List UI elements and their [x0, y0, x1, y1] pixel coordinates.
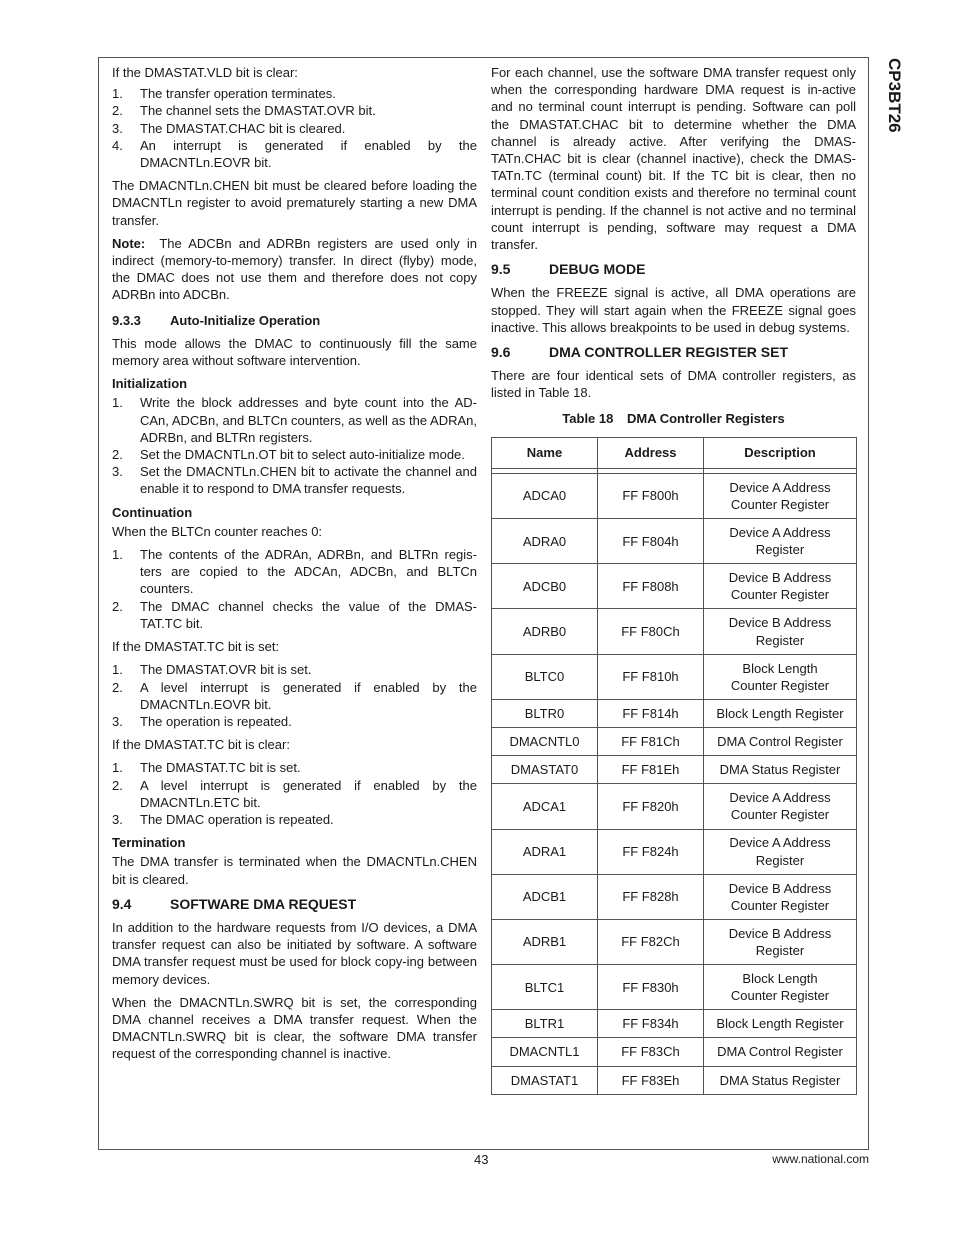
list-item-number: 2. [112, 598, 123, 614]
cell-address: FF F820h [598, 784, 704, 829]
list-item-text: Set the DMACNTLn.CHEN bit to activate the channel and enable it to respond to DMA transfer requests. [140, 464, 477, 497]
cell-name: DMACNTL0 [492, 727, 598, 755]
cell-name: BLTR0 [492, 699, 598, 727]
section-title: DEBUG MODE [549, 261, 646, 278]
termination-heading: Termination [112, 835, 186, 851]
table-body [492, 473, 857, 1094]
table-row [492, 919, 857, 964]
tc-clear-list [112, 759, 477, 828]
footer-url: www.national.com [772, 1152, 869, 1166]
cell-description: Device A Address Register [704, 519, 857, 564]
list-item-text: A level interrupt is generated if enabled by the DMACNTLn.EOVR bit. [140, 679, 477, 712]
table-row [492, 654, 857, 699]
list-item-text: An interrupt is generated if enabled by the DMACNTLn.EOVR bit. [140, 137, 477, 171]
cell-description: Block Length Counter Register [704, 654, 857, 699]
debug-mode-paragraph: When the FREEZE signal is active, all DMA operations are stopped. They will start again when the FREEZE signal goes inactive. This allows breakpoints to be used in debug systems. [491, 285, 856, 335]
cell-address: FF F810h [598, 654, 704, 699]
cell-name: ADRB0 [492, 609, 598, 654]
cell-description: DMA Control Register [704, 727, 857, 755]
cell-name: ADCB1 [492, 874, 598, 919]
list-item [112, 102, 477, 119]
list-item [112, 759, 477, 776]
list-item-text: The DMAC channel checks the value of the DMAS-TAT.TC bit. [140, 598, 477, 631]
cell-description: Device B Address Counter Register [704, 874, 857, 919]
list-item [112, 85, 477, 102]
table-row [492, 1010, 857, 1038]
table-row [492, 756, 857, 784]
tc-clear-intro: If the DMASTAT.TC bit is clear: [112, 737, 290, 753]
table-row [492, 829, 857, 874]
cell-name: BLTC1 [492, 965, 598, 1010]
software-request-paragraph: For each channel, use the software DMA transfer request only when the corresponding hardware DMA request is in-active and no terminal count interrupt is pending. Software can poll the DMASTAT.CHAC bit to determine whether the DMA channel is already active. After verifying the DMAS-TATn.CHAC bit is clear (channel inactive), check the DMAS-TATn.TC (terminal count) bit. If the TC bit is clear, then no terminal count condition exists and therefore no terminal count interrupt is pending. If the channel is not active and no terminal count interrupt is pending, software may request a DMA transfer. [491, 65, 856, 253]
list-item-number: 3. [112, 120, 123, 136]
cell-description: DMA Control Register [704, 1038, 857, 1066]
cell-description: DMA Status Register [704, 756, 857, 784]
list-item-number: 1. [112, 86, 123, 102]
cell-address: FF F814h [598, 699, 704, 727]
cell-description: Device A Address Counter Register [704, 784, 857, 829]
header-name: Name [492, 437, 598, 468]
cell-name: DMASTAT0 [492, 756, 598, 784]
software-dma-paragraph-1: In addition to the hardware requests from I/O devices, a DMA transfer request can also be initiated by software. A software DMA transfer request must be used for block copy-ing between memory devices. [112, 919, 477, 987]
section-title: SOFTWARE DMA REQUEST [170, 895, 357, 912]
table-row [492, 699, 857, 727]
cell-name: ADRB1 [492, 919, 598, 964]
list-item [112, 463, 477, 497]
list-item-number: 1. [112, 760, 123, 776]
table-header-row [492, 437, 857, 468]
list-item-number: 2. [112, 447, 123, 463]
table-row [492, 609, 857, 654]
list-item-text: The operation is repeated. [140, 713, 292, 729]
list-item-text: The DMAC operation is repeated. [140, 811, 334, 827]
continuation-intro: When the BLTCn counter reaches 0: [112, 523, 323, 539]
side-title [880, 58, 904, 148]
note-text: The ADCBn and ADRBn registers are used only in indirect (memory-to-memory) transfer. In direct (flyby) mode, the DMAC does not use them and therefore does not copy ADRBn into ADCBn. [112, 235, 477, 303]
cell-address: FF F81Eh [598, 756, 704, 784]
table-row [492, 727, 857, 755]
cell-address: FF F81Ch [598, 727, 704, 755]
list-item [112, 777, 477, 811]
list-item-text: The contents of the ADRAn, ADRBn, and BLTRn regis-ters are copied to the ADCAn, ADCBn, and BLTCn counters. [140, 547, 477, 597]
cell-address: FF F824h [598, 829, 704, 874]
vld-clear-list [112, 85, 477, 171]
cell-name: BLTC0 [492, 654, 598, 699]
left-column [112, 64, 477, 1069]
page-number: 43 [474, 1152, 489, 1167]
cell-description: Block Length Register [704, 699, 857, 727]
tc-set-list [112, 661, 477, 730]
section-9-3-3-heading [112, 312, 477, 329]
list-item-text: Write the block addresses and byte count into the AD-CAn, ADCBn, and BLTCn counters, as well as the ADRAn, ADRBn, and BLTRn registers. [140, 395, 477, 445]
list-item [112, 598, 477, 632]
table-row [492, 784, 857, 829]
table-row [492, 965, 857, 1010]
list-item-text: The DMASTAT.CHAC bit is cleared. [140, 120, 346, 136]
note-paragraph [112, 235, 477, 304]
table-row [492, 874, 857, 919]
list-item-number: 3. [112, 464, 123, 480]
list-item [112, 811, 477, 828]
list-item [112, 546, 477, 598]
list-item-text: The DMASTAT.TC bit is set. [140, 760, 301, 776]
list-item-text: The channel sets the DMASTAT.OVR bit. [140, 103, 376, 119]
list-item-number: 3. [112, 811, 123, 827]
initialization-list [112, 394, 477, 497]
cell-address: FF F83Ch [598, 1038, 704, 1066]
cell-address: FF F834h [598, 1010, 704, 1038]
list-item [112, 137, 477, 171]
cell-name: ADCA1 [492, 784, 598, 829]
note-label: Note: [112, 235, 146, 251]
cell-description: Device B Address Counter Register [704, 564, 857, 609]
table-row [492, 1066, 857, 1094]
section-9-5-heading [491, 261, 856, 278]
list-item-text: The DMASTAT.OVR bit is set. [140, 662, 312, 678]
cell-address: FF F830h [598, 965, 704, 1010]
register-set-paragraph: There are four identical sets of DMA controller registers, as listed in Table 18. [491, 368, 856, 401]
cell-description: DMA Status Register [704, 1066, 857, 1094]
termination-paragraph: The DMA transfer is terminated when the DMACNTLn.CHEN bit is cleared. [112, 854, 477, 887]
list-item-number: 3. [112, 713, 123, 729]
table-row [492, 473, 857, 518]
right-column [491, 64, 856, 1095]
cell-name: BLTR1 [492, 1010, 598, 1038]
cell-address: FF F83Eh [598, 1066, 704, 1094]
cell-address: FF F80Ch [598, 609, 704, 654]
cell-name: ADCB0 [492, 564, 598, 609]
list-item-number: 2. [112, 679, 123, 695]
section-number: 9.3.3 [112, 312, 141, 328]
section-number: 9.4 [112, 895, 132, 912]
tc-set-intro: If the DMASTAT.TC bit is set: [112, 639, 280, 655]
table-title: DMA Controller Registers [626, 410, 785, 426]
section-title: DMA CONTROLLER REGISTER SET [549, 344, 789, 361]
list-item-number: 1. [112, 662, 123, 678]
continuation-heading: Continuation [112, 504, 193, 520]
list-item-number: 2. [112, 103, 123, 119]
list-item-number: 1. [112, 395, 123, 411]
list-item [112, 661, 477, 678]
dma-registers-table [491, 437, 857, 1095]
table-row [492, 564, 857, 609]
list-item-number: 1. [112, 547, 123, 563]
cell-description: Device A Address Counter Register [704, 473, 857, 518]
table-row [492, 1038, 857, 1066]
cell-name: ADRA1 [492, 829, 598, 874]
side-title-text: CP3BT26 [885, 58, 904, 133]
section-9-6-heading [491, 344, 856, 361]
table-label: Table 18 [562, 410, 614, 426]
cell-address: FF F800h [598, 473, 704, 518]
cell-description: Device B Address Register [704, 609, 857, 654]
section-title: Auto-Initialize Operation [170, 312, 321, 328]
initialization-heading: Initialization [112, 376, 188, 392]
cell-description: Device B Address Register [704, 919, 857, 964]
cell-name: DMASTAT1 [492, 1066, 598, 1094]
cell-address: FF F828h [598, 874, 704, 919]
list-item-text: The transfer operation terminates. [140, 86, 336, 102]
software-dma-paragraph-2: When the DMACNTLn.SWRQ bit is set, the corresponding DMA channel receives a DMA transfer request. When the DMACNTLn.SWRQ bit is clear, the software DMA transfer request of the corresponding channel is inactive. [112, 994, 477, 1062]
list-item [112, 713, 477, 730]
cell-name: ADRA0 [492, 519, 598, 564]
table-row [492, 519, 857, 564]
list-item [112, 120, 477, 137]
list-item-number: 2. [112, 777, 123, 793]
list-item [112, 679, 477, 713]
chen-paragraph: The DMACNTLn.CHEN bit must be cleared before loading the DMACNTLn register to avoid prematurely starting a new DMA transfer. [112, 178, 477, 228]
list-item [112, 446, 477, 463]
cell-address: FF F804h [598, 519, 704, 564]
list-item-number: 4. [112, 137, 123, 153]
header-address: Address [598, 437, 704, 468]
cell-description: Device A Address Register [704, 829, 857, 874]
list-item-text: Set the DMACNTLn.OT bit to select auto-initialize mode. [140, 447, 465, 463]
list-item [112, 394, 477, 446]
cell-address: FF F808h [598, 564, 704, 609]
cell-description: Block Length Register [704, 1010, 857, 1038]
vld-clear-intro: If the DMASTAT.VLD bit is clear: [112, 65, 298, 80]
cell-address: FF F82Ch [598, 919, 704, 964]
section-number: 9.5 [491, 261, 511, 278]
cell-name: DMACNTL1 [492, 1038, 598, 1066]
section-number: 9.6 [491, 344, 511, 361]
continuation-list [112, 546, 477, 632]
auto-init-paragraph: This mode allows the DMAC to continuously fill the same memory area without software intervention. [112, 335, 477, 369]
header-description: Description [704, 437, 857, 468]
table-caption [491, 410, 856, 427]
list-item-text: A level interrupt is generated if enabled by the DMACNTLn.ETC bit. [140, 777, 477, 810]
section-9-4-heading [112, 896, 477, 913]
cell-description: Block Length Counter Register [704, 965, 857, 1010]
cell-name: ADCA0 [492, 473, 598, 518]
